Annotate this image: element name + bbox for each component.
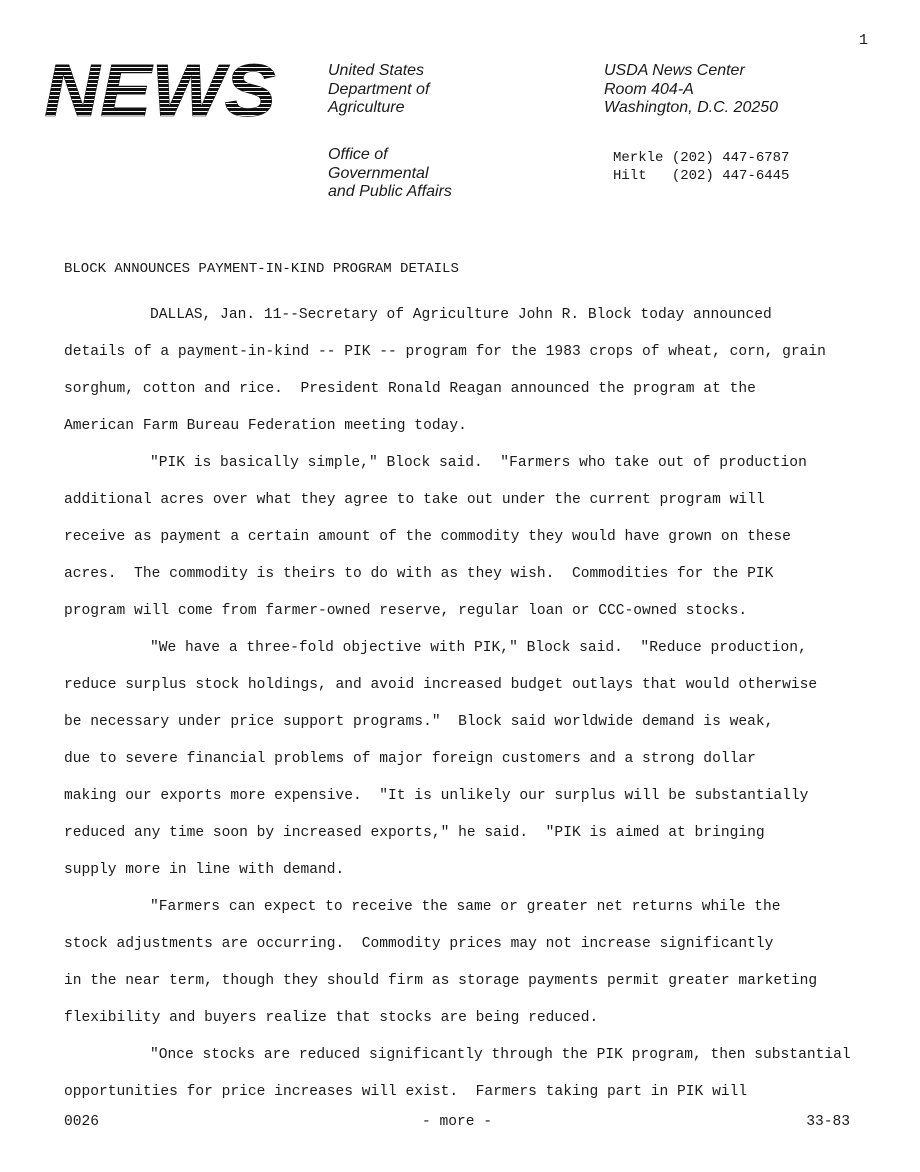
paragraph [64, 630, 904, 889]
text-line: sorghum, cotton and rice. President Ronald Reagan announced the program at the [64, 381, 756, 397]
contact-name: Merkle [613, 150, 664, 166]
text-line: "Once stocks are reduced significantly through the PIK program, then substantial [150, 1047, 851, 1063]
text-line: reduce surplus stock holdings, and avoid increased budget outlays that would otherwise [64, 677, 818, 693]
headline: BLOCK ANNOUNCES PAYMENT-IN-KIND PROGRAM DETAILS [64, 261, 459, 277]
agency-line: United States [328, 62, 425, 79]
text-line: receive as payment a certain amount of the commodity they would have grown on these [64, 529, 791, 545]
agency-line: Department of [328, 80, 430, 98]
paragraph [64, 445, 904, 630]
text-line: "We have a three-fold objective with PIK," Block said. "Reduce production, [150, 640, 807, 656]
page-number: 1 [858, 32, 868, 49]
text-line: additional acres over what they agree to take out under the current program will [64, 492, 765, 508]
text-line: acres. The commodity is theirs to do with as they wish. Commodities for the PIK [64, 566, 774, 582]
contact-line [613, 167, 789, 185]
text-line: stock adjustments are occurring. Commodity prices may not increase significantly [64, 936, 774, 952]
text-line: program will come from farmer-owned reserve, regular loan or CCC-owned stocks. [64, 603, 748, 619]
office-line: Governmental [328, 164, 429, 182]
paragraph [64, 297, 904, 445]
text-line: "Farmers can expect to receive the same or greater net returns while the [150, 899, 781, 915]
agency-block [328, 62, 429, 118]
paragraph [64, 1037, 904, 1111]
news-center-line: USDA News Center [604, 62, 745, 79]
more-indicator: - more - [422, 1114, 493, 1130]
text-line: American Farm Bureau Federation meeting today. [64, 418, 467, 434]
news-center-block [604, 62, 778, 118]
contact-line [613, 149, 789, 167]
text-line: flexibility and buyers realize that stocks are being reduced. [64, 1010, 599, 1026]
logo-text: NEWS [44, 56, 276, 126]
contacts-block [613, 149, 789, 185]
text-line: be necessary under price support programs." Block said worldwide demand is weak, [64, 714, 774, 730]
news-logo [40, 56, 280, 126]
agency-line: Agriculture [328, 99, 405, 116]
text-line: due to severe financial problems of major foreign customers and a strong dollar [64, 751, 756, 767]
text-line: reduced any time soon by increased exports," he said. "PIK is aimed at bringing [64, 825, 765, 841]
office-line: and Public Affairs [328, 183, 452, 200]
text-line: making our exports more expensive. "It is unlikely our surplus will be substantially [64, 788, 809, 804]
news-center-line: Washington, D.C. 20250 [604, 99, 779, 116]
text-line: DALLAS, Jan. 11--Secretary of Agriculture John R. Block today announced [150, 307, 772, 323]
contact-phone: (202) 447-6787 [671, 150, 790, 166]
text-line: opportunities for price increases will exist. Farmers taking part in PIK will [64, 1084, 748, 1100]
news-center-line: Room 404-A [604, 80, 694, 98]
document-number: 0026 [64, 1114, 100, 1130]
text-line: supply more in line with demand. [64, 862, 345, 878]
release-number: 33-83 [806, 1114, 850, 1130]
text-line: details of a payment-in-kind -- PIK -- program for the 1983 crops of wheat, corn, grain [64, 344, 826, 360]
contact-phone: (202) 447-6445 [671, 168, 790, 184]
office-block [328, 146, 452, 202]
text-line: in the near term, though they should firm as storage payments permit greater marketing [64, 973, 818, 989]
paragraph [64, 889, 904, 1037]
contact-name: Hilt [613, 168, 647, 184]
office-line: Office of [328, 146, 388, 163]
article-body [64, 297, 904, 1111]
text-line: "PIK is basically simple," Block said. "Farmers who take out of production [150, 455, 807, 471]
